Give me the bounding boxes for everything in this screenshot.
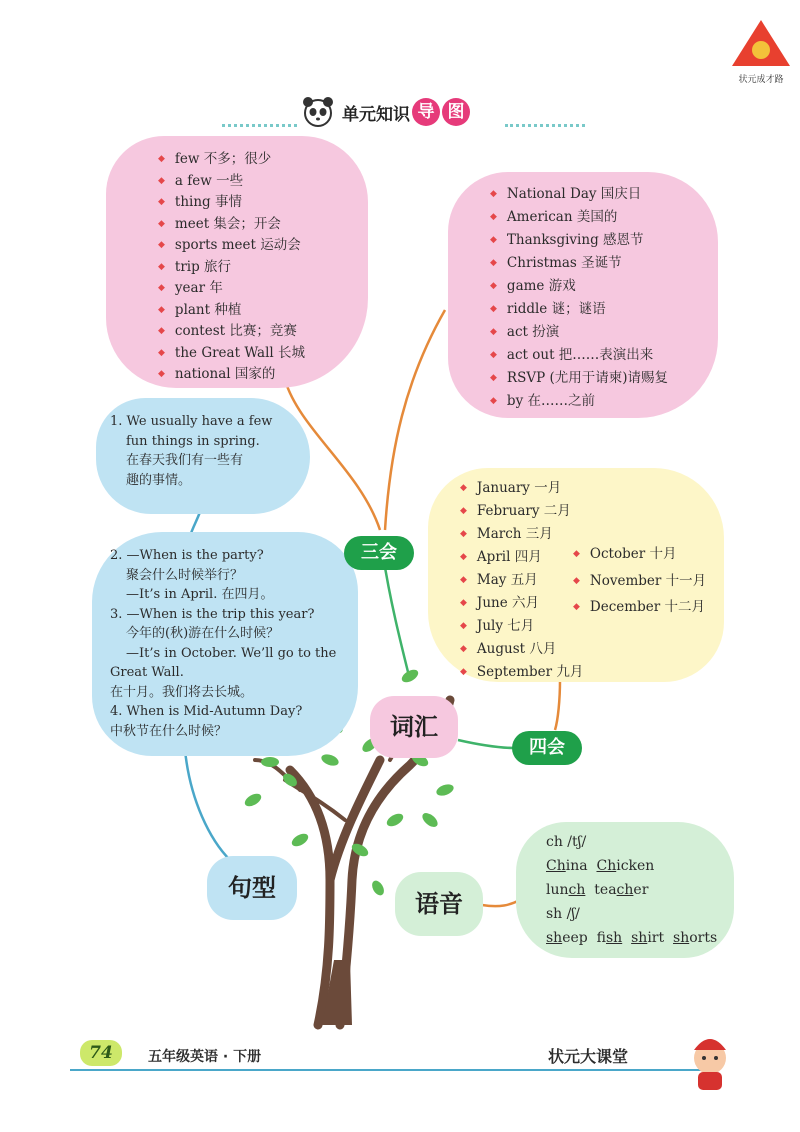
list-item: ◆ plant 种植 [158, 301, 305, 323]
phonics-ch-title: ch /tʃ/ [546, 834, 587, 850]
sentence-box-2 [92, 532, 358, 756]
vocab-list-right [490, 184, 668, 414]
list-item: ◆ year 年 [158, 279, 305, 301]
list-item: ◆ act out 把……表演出来 [490, 345, 668, 368]
list-item: ◆ July 七月 [460, 616, 583, 639]
list-item: ◆ May 五月 [460, 570, 583, 593]
phonics-ch-words-2: lunch teacher [546, 882, 649, 898]
list-item: ◆ Christmas 圣诞节 [490, 253, 668, 276]
sentence-1 [110, 412, 272, 490]
list-item: ◆ national 国家的 [158, 365, 305, 387]
sentence-line: 在十月。我们将去长城。 [110, 684, 254, 700]
list-item: ◆ June 六月 [460, 593, 583, 616]
footer-rule [70, 1069, 710, 1071]
logo-icon [730, 18, 792, 68]
header-dotline-right [505, 124, 585, 127]
sentence-line: fun things in spring. [126, 433, 260, 449]
phonics-box [516, 822, 734, 958]
list-item: ◆ the Great Wall 长城 [158, 344, 305, 366]
sentence-line: 4. When is Mid-Autumn Day? [110, 704, 303, 719]
list-item: ◆ sports meet 运动会 [158, 236, 305, 258]
list-item: ◆ February 二月 [460, 501, 583, 524]
label-juxing: 句型 [207, 856, 297, 920]
list-item: ◆ game 游戏 [490, 276, 668, 299]
sentence-line: 在春天我们有一些有 [126, 453, 244, 468]
phonics-sh-words: sheep fish shirt shorts [546, 930, 718, 946]
sentence-line: 2. —When is the party? [110, 548, 264, 563]
months-list-2 [573, 542, 706, 622]
sentence-line: Great Wall. [110, 665, 184, 680]
list-item: ◆ thing 事情 [158, 193, 305, 215]
months-list-1 [460, 478, 583, 685]
list-item: ◆ September 九月 [460, 662, 583, 685]
label-sanhui: 三会 [344, 536, 414, 570]
sentence-line: 今年的(秋)游在什么时候？ [126, 626, 280, 641]
list-item: ◆ March 三月 [460, 524, 583, 547]
phonics-ch-words: China Chicken [546, 858, 655, 874]
list-item: ◆ December 十二月 [573, 595, 706, 622]
panda-icon [300, 95, 336, 129]
brand-logo [730, 18, 792, 85]
list-item: ◆ meet 集会；开会 [158, 215, 305, 237]
list-item: ◆ January 一月 [460, 478, 583, 501]
list-item: ◆ April 四月 [460, 547, 583, 570]
list-item: ◆ trip 旅行 [158, 258, 305, 280]
list-item: ◆ October 十月 [573, 542, 706, 569]
title-badge-1: 导 [412, 98, 440, 126]
vocab-list-left [158, 150, 305, 387]
label-sihui: 四会 [512, 731, 582, 765]
list-item: ◆ August 八月 [460, 639, 583, 662]
logo-text: 状元成才路 [738, 75, 784, 85]
page-number: 74 [80, 1040, 122, 1066]
vocab-sihui-box [428, 468, 724, 682]
label-cihui: 词汇 [370, 696, 458, 758]
sentence-line: 3. —When is the trip this year? [110, 606, 315, 622]
sentence-line: 聚会什么时候举行？ [126, 567, 244, 583]
brand-name: 状元大课堂 [548, 1047, 629, 1066]
phonics-sh-title: sh /ʃ/ [546, 906, 580, 922]
phonics-content [546, 830, 717, 950]
vocab-sanhui-left-box [106, 136, 368, 388]
vocab-sanhui-right-box [448, 172, 718, 418]
sentence-group [110, 546, 336, 741]
list-item: ◆ Thanksgiving 感恩节 [490, 230, 668, 253]
sentence-box-1 [96, 398, 310, 514]
title-text: 单元知识 [342, 104, 410, 125]
title-badge-2: 图 [442, 98, 470, 126]
list-item: ◆ act 扮演 [490, 322, 668, 345]
list-item: ◆ a few 一些 [158, 172, 305, 194]
list-item: ◆ American 美国的 [490, 207, 668, 230]
list-item: ◆ few 不多；很少 [158, 150, 305, 172]
sentence-line: 趣的事情。 [126, 472, 192, 488]
list-item: ◆ by 在……之前 [490, 391, 668, 414]
list-item: ◆ RSVP (尤用于请柬)请赐复 [490, 368, 668, 391]
section-title [300, 92, 470, 132]
book-title: 五年级英语 · 下册 [148, 1049, 262, 1065]
sentence-line: —It’s in April. 在四月。 [126, 587, 274, 602]
list-item: ◆ riddle 谜；谜语 [490, 299, 668, 322]
list-item: ◆ National Day 国庆日 [490, 184, 668, 207]
sentence-line: 中秋节在什么时候？ [110, 723, 228, 739]
label-yuyin: 语音 [395, 872, 483, 936]
list-item: ◆ contest 比赛；竞赛 [158, 322, 305, 344]
header-dotline-left [222, 124, 297, 127]
sentence-line: —It’s in October. We’ll go to the [126, 645, 337, 661]
mascot-icon [684, 1030, 736, 1092]
list-item: ◆ November 十一月 [573, 569, 706, 596]
sentence-line: 1. We usually have a few [110, 414, 273, 429]
